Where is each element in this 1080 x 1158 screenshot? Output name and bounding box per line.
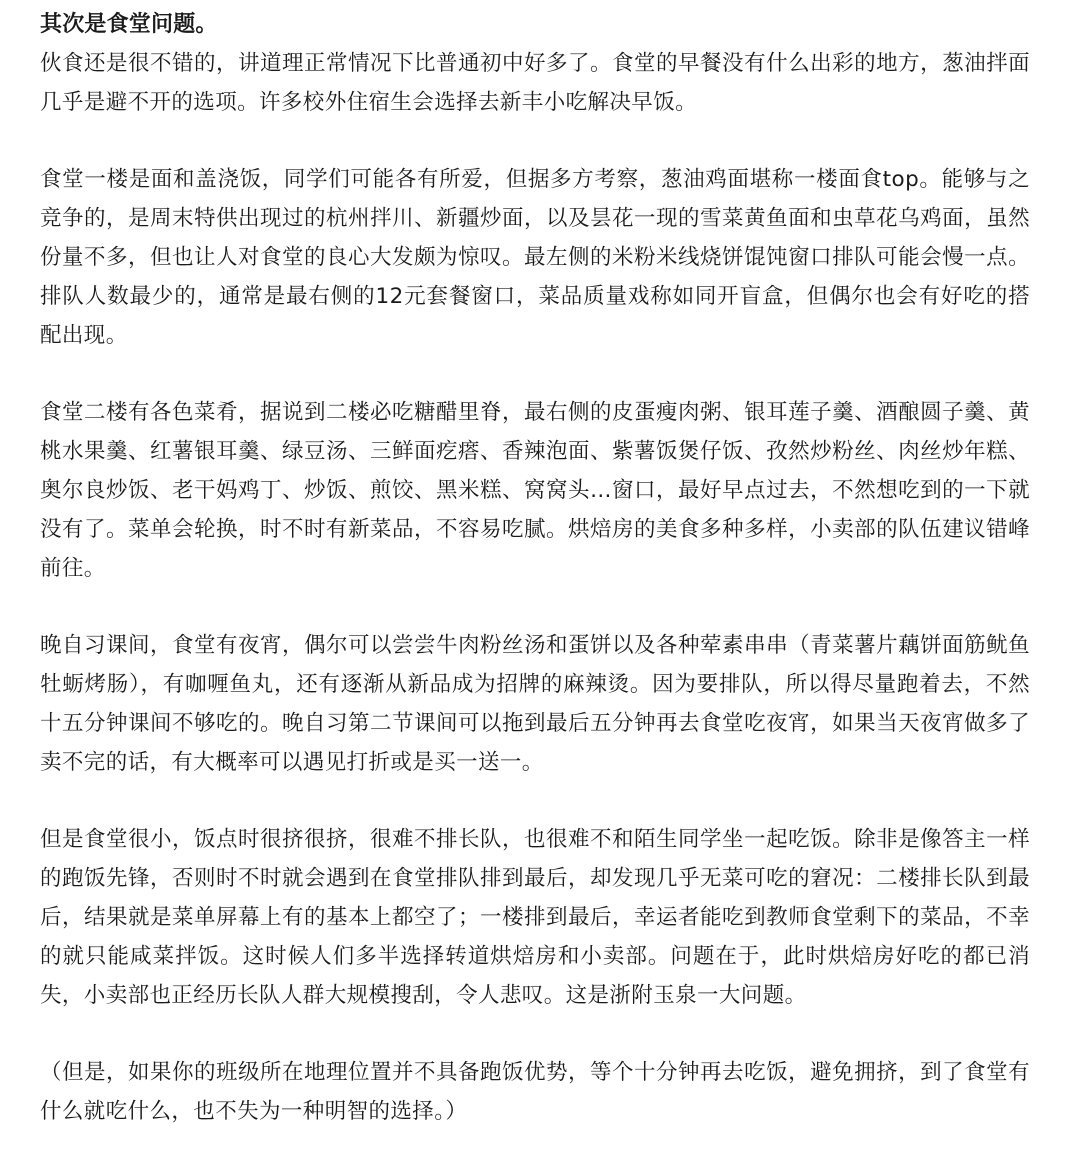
section-heading: 其次是食堂问题。 [40, 12, 218, 37]
paragraph-second-floor: 食堂二楼有各色菜肴，据说到二楼必吃糖醋里脊，最右侧的皮蛋瘦肉粥、银耳莲子羹、酒酿圆子羹、黄桃水果羹、红薯银耳羹、绿豆汤、三鲜面疙瘩、香辣泡面、紫薯饭煲仔饭、孜然炒粉丝、肉丝炒年糕、奥尔良炒饭、老干妈鸡丁、炒饭、煎饺、黑米糕、窝窝头…窗口，最好早点过去，不然想吃到的一下就没有了。菜单会轮换，时不时有新菜品，不容易吃腻。烘焙房的美食多种多样，小卖部的队伍建议错峰前往。 [40, 400, 1030, 581]
paragraph-closing-note: （但是，如果你的班级所在地理位置并不具备跑饭优势，等个十分钟再去吃饭，避免拥挤，到了食堂有什么就吃什么，也不失为一种明智的选择。） [40, 1060, 1030, 1124]
paragraph-first-floor: 食堂一楼是面和盖浇饭，同学们可能各有所爱，但据多方考察，葱油鸡面堪称一楼面食top。能够与之竞争的，是周末特供出现过的杭州拌川、新疆炒面，以及昙花一现的雪菜黄鱼面和虫草花乌鸡面，虽然份量不多，但也让人对食堂的良心大发颇为惊叹。最左侧的米粉米线烧饼馄饨窗口排队可能会慢一点。排队人数最少的，通常是最右侧的12元套餐窗口，菜品质量戏称如同开盲盒，但偶尔也会有好吃的搭配出现。 [40, 167, 1030, 348]
article-body [40, 6, 1030, 1131]
paragraph-breakfast: 伙食还是很不错的，讲道理正常情况下比普通初中好多了。食堂的早餐没有什么出彩的地方，葱油拌面几乎是避不开的选项。许多校外住宿生会选择去新丰小吃解决早饭。 [40, 51, 1030, 115]
paragraph-crowding-problem: 但是食堂很小，饭点时很挤很挤，很难不排长队，也很难不和陌生同学坐一起吃饭。除非是像答主一样的跑饭先锋，否则时不时就会遇到在食堂排队排到最后，却发现几乎无菜可吃的窘况：二楼排长队到最后，结果就是菜单屏幕上有的基本上都空了；一楼排到最后，幸运者能吃到教师食堂剩下的菜品，不幸的就只能咸菜拌饭。这时候人们多半选择转道烘焙房和小卖部。问题在于，此时烘焙房好吃的都已消失，小卖部也正经历长队人群大规模搜刮，令人悲叹。这是浙附玉泉一大问题。 [40, 827, 1030, 1008]
paragraph-late-night-snack: 晚自习课间，食堂有夜宵，偶尔可以尝尝牛肉粉丝汤和蛋饼以及各种荤素串串（青菜薯片藕饼面筋鱿鱼牡蛎烤肠），有咖喱鱼丸，还有逐渐从新品成为招牌的麻辣烫。因为要排队，所以得尽量跑着去，不然十五分钟课间不够吃的。晚自习第二节课间可以拖到最后五分钟再去食堂吃夜宵，如果当天夜宵做多了卖不完的话，有大概率可以遇见打折或是买一送一。 [40, 633, 1030, 775]
